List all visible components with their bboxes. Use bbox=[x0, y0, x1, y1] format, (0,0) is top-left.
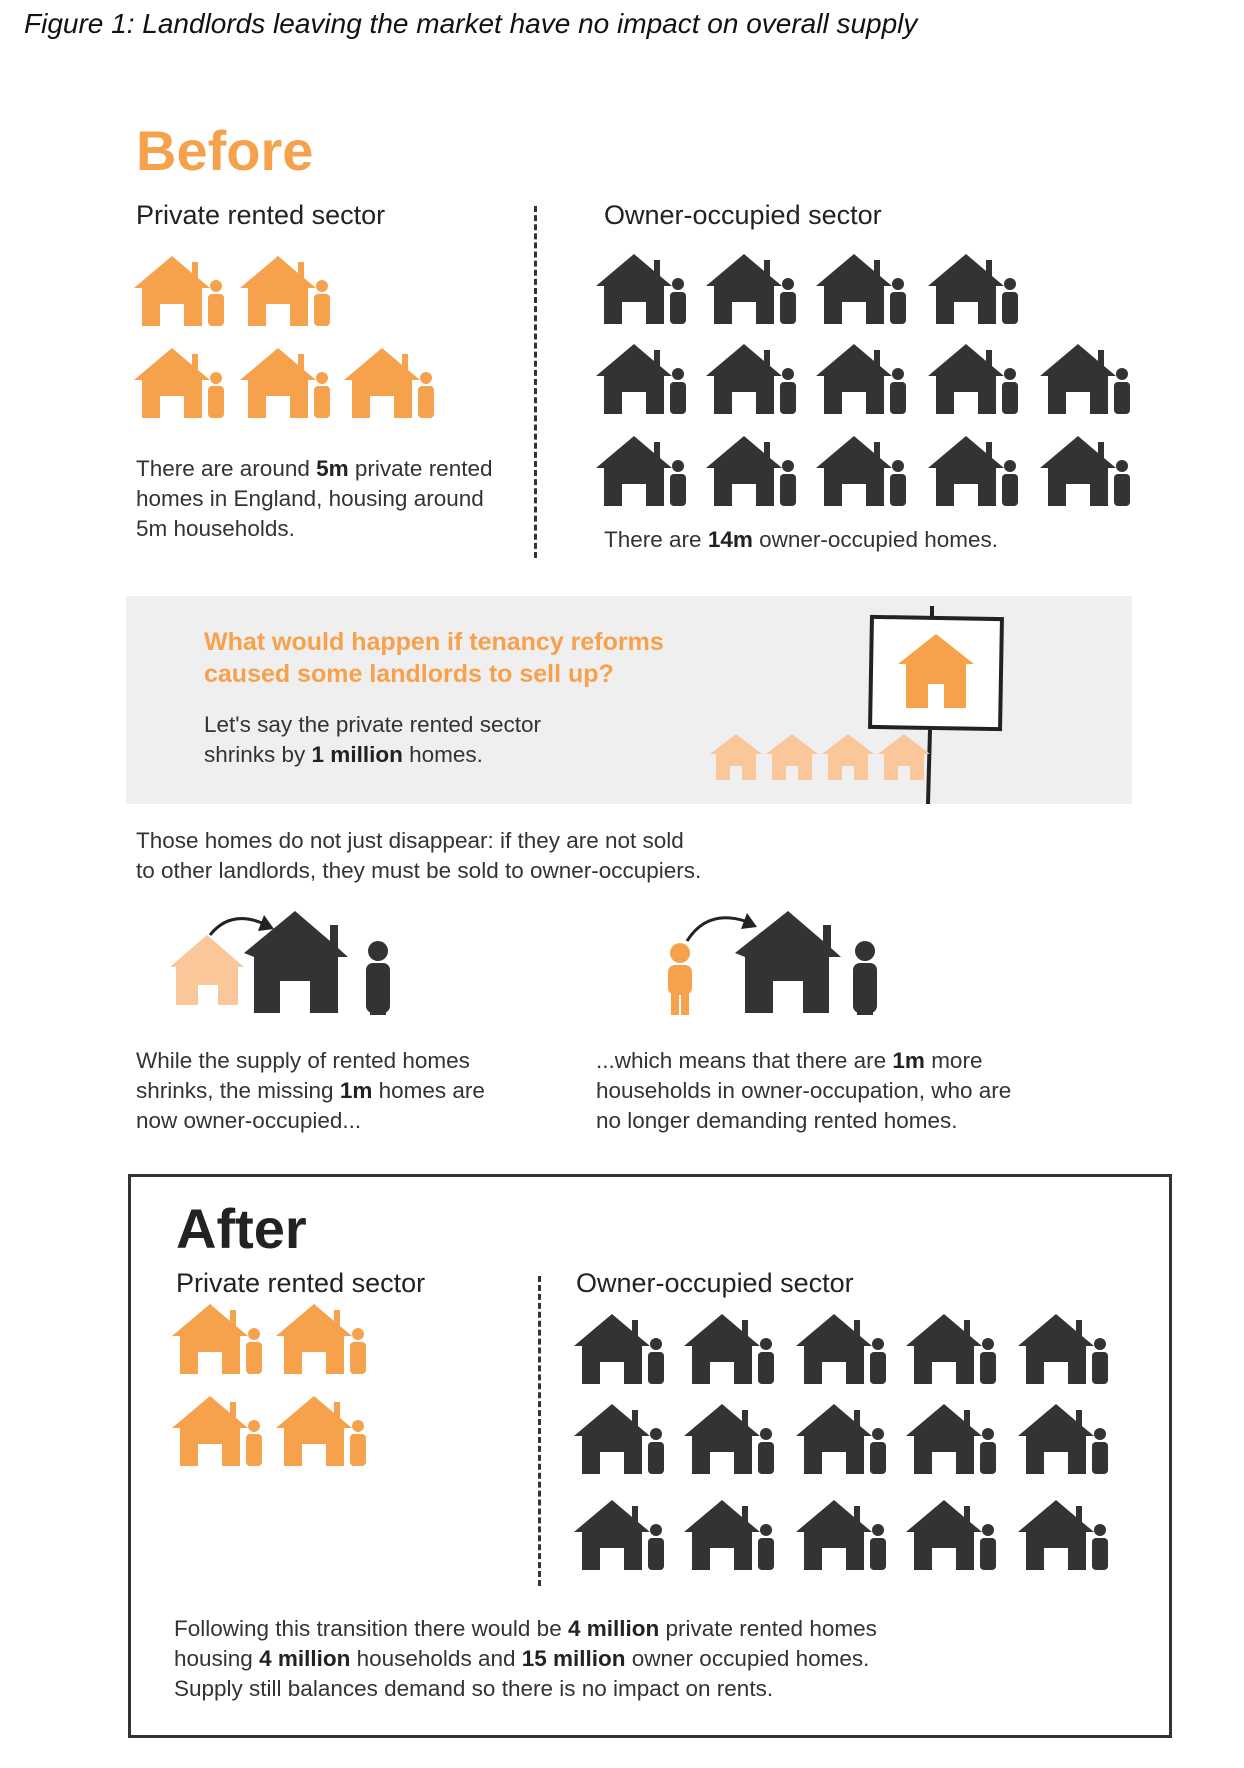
transition-intro: Those homes do not just disappear: if they are not sold to other landlords, they must be sold to owner-occupiers. bbox=[136, 828, 702, 883]
rented-home-icon bbox=[172, 1300, 264, 1376]
owned-home-icon bbox=[816, 340, 908, 416]
owned-home-icon bbox=[574, 1496, 666, 1572]
owned-home-icon bbox=[706, 250, 798, 326]
owned-home-icon bbox=[928, 432, 1020, 508]
rented-home-icon bbox=[134, 344, 226, 420]
owned-home-icon bbox=[928, 250, 1020, 326]
before-owner-title: Owner-occupied sector bbox=[604, 200, 882, 230]
owned-home-icon bbox=[906, 1496, 998, 1572]
rented-home-icon bbox=[344, 344, 436, 420]
owned-home-icon bbox=[706, 340, 798, 416]
owned-home-icon bbox=[684, 1496, 776, 1572]
renter-to-owner-illustration bbox=[665, 905, 895, 1025]
after-summary: Following this transition there would be 4 million private rented homes housing 4 million households and 15 million owner occupied homes. Supply still balances demand so there is no impact on rents. bbox=[174, 1616, 877, 1701]
before-divider bbox=[534, 206, 537, 558]
owned-home-icon bbox=[574, 1310, 666, 1386]
scenario-question: What would happen if tenancy reforms caused some landlords to sell up? bbox=[204, 628, 664, 688]
small-house-icon bbox=[878, 732, 930, 782]
before-private-text: There are around 5m private rented homes in England, housing around 5m households. bbox=[136, 456, 493, 541]
before-owner-text: There are 14m owner-occupied homes. bbox=[604, 527, 998, 552]
scenario-text: Let's say the private rented sector shrinks by 1 million homes. bbox=[204, 712, 541, 767]
rented-home-icon bbox=[134, 252, 226, 328]
owned-home-icon bbox=[796, 1310, 888, 1386]
rented-to-owned-illustration bbox=[170, 905, 400, 1025]
owned-home-icon bbox=[906, 1310, 998, 1386]
rented-home-icon bbox=[172, 1392, 264, 1468]
owned-home-icon bbox=[596, 340, 688, 416]
rented-home-icon bbox=[276, 1300, 368, 1376]
after-private-title: Private rented sector bbox=[176, 1268, 426, 1298]
before-heading: Before bbox=[136, 119, 314, 182]
owned-home-icon bbox=[928, 340, 1020, 416]
owned-home-icon bbox=[816, 432, 908, 508]
owned-home-icon bbox=[906, 1400, 998, 1476]
rented-home-icon bbox=[240, 344, 332, 420]
owned-home-icon bbox=[796, 1496, 888, 1572]
small-house-icon bbox=[822, 732, 874, 782]
figure-title: Figure 1: Landlords leaving the market have no impact on overall supply bbox=[24, 8, 918, 39]
owned-home-icon bbox=[706, 432, 798, 508]
owned-home-icon bbox=[1018, 1310, 1110, 1386]
rented-home-icon bbox=[276, 1392, 368, 1468]
owned-home-icon bbox=[816, 250, 908, 326]
rented-home-icon bbox=[240, 252, 332, 328]
owned-home-icon bbox=[596, 250, 688, 326]
owned-home-icon bbox=[596, 432, 688, 508]
before-private-title: Private rented sector bbox=[136, 200, 386, 230]
transition-right-text: ...which means that there are 1m more households in owner-occupation, who are no longer demanding rented homes. bbox=[596, 1048, 1012, 1133]
transition-left-text: While the supply of rented homes shrinks, the missing 1m homes are now owner-occupied... bbox=[136, 1048, 485, 1133]
owned-home-icon bbox=[1040, 432, 1132, 508]
owned-home-icon bbox=[684, 1400, 776, 1476]
small-house-icon bbox=[766, 732, 818, 782]
owned-home-icon bbox=[1040, 340, 1132, 416]
small-house-icon bbox=[710, 732, 762, 782]
after-divider bbox=[538, 1276, 541, 1586]
owned-home-icon bbox=[574, 1400, 666, 1476]
owned-home-icon bbox=[796, 1400, 888, 1476]
owned-home-icon bbox=[1018, 1496, 1110, 1572]
after-heading: After bbox=[176, 1197, 307, 1260]
owned-home-icon bbox=[684, 1310, 776, 1386]
after-owner-title: Owner-occupied sector bbox=[576, 1268, 854, 1298]
owned-home-icon bbox=[1018, 1400, 1110, 1476]
